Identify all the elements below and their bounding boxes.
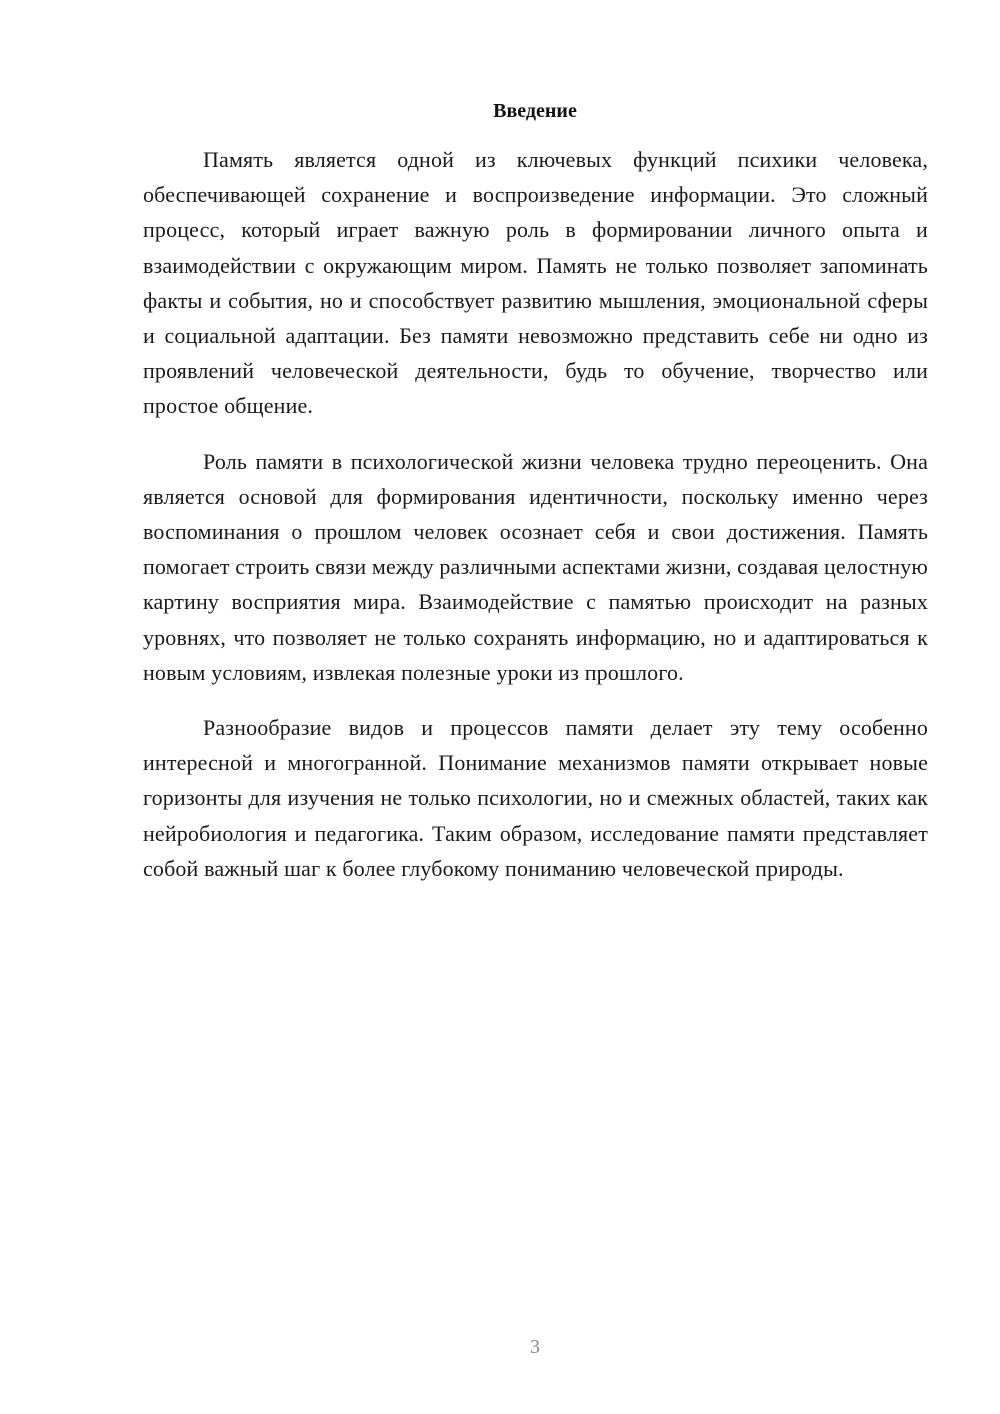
section-heading: Введение [493,100,577,122]
body-text [143,142,928,906]
paragraph-3: Разнообразие видов и процессов памяти делает эту тему особенно интересной и многогранной. Понимание механизмов памяти открывает новые горизонты для изучения не только психологии, но и смежных областей, таких как нейробиология и педагогика. Таким образом, исследование памяти представляет собой важный шаг к более глубокому пониманию человеческой природы. [143,715,928,881]
paragraph-1: Память является одной из ключевых функций психики человека, обеспечивающей сохранение и воспроизведение информации. Это сложный процесс, который играет важную роль в формировании личного опыта и взаимодействии с окружающим миром. Память не только позволяет запоминать факты и события, но и способствует развитию мышления, эмоциональной сферы и социальной адаптации. Без памяти невозможно представить себе ни одно из проявлений человеческой деятельности, будь то обучение, творчество или простое общение. [143,147,928,419]
page-number: 3 [530,1336,540,1358]
paragraph-2: Роль памяти в психологической жизни человека трудно переоценить. Она является основой для формирования идентичности, поскольку именно через воспоминания о прошлом человек осознает себя и свои достижения. Память помогает строить связи между различными аспектами жизни, создавая целостную картину восприятия мира. Взаимодействие с памятью происходит на разных уровнях, что позволяет не только сохранять информацию, но и адаптироваться к новым условиям, извлекая полезные уроки из прошлого. [143,448,928,685]
